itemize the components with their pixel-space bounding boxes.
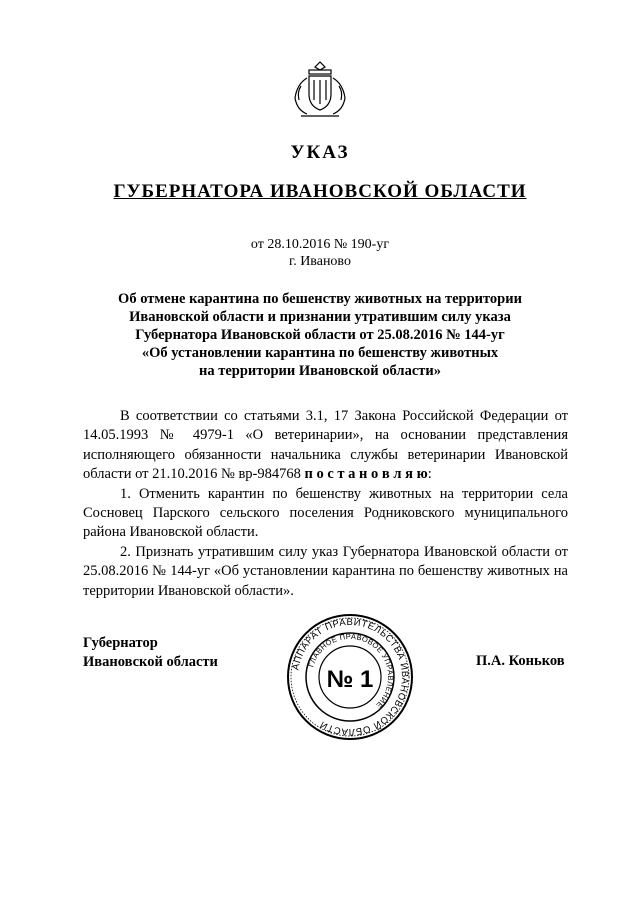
decree-item-1: 1. Отменить карантин по бешенству животных на территории села Сосновец Парского сельского поселения Родниковского муниципального района Ивановской области. [83,485,568,541]
heading-line: Ивановской области и признании утратившим силу указа [129,309,511,325]
coat-of-arms-icon [287,58,353,124]
signatory-name: П.А. Коньков [476,653,565,669]
seal-ring-text: АППАРАТ ПРАВИТЕЛЬСТВА ИВАНОВСКОЙ ОБЛАСТИ [290,616,411,738]
seal-inner-text: ГЛАВНОЕ ПРАВОВОЕ УПРАВЛЕНИЕ [306,631,396,711]
preamble-paragraph [83,407,568,485]
heading-line: на территории Ивановской области» [199,363,441,379]
document-body [83,407,568,601]
seal-number: № 1 [326,666,374,693]
decree-item-2: 2. Признать утратившим силу указ Губернатора Ивановской области от 25.08.2016 № 144-уг «Об установлении карантина по бешенству животных на территории Ивановской области». [83,543,568,599]
signatory-position-line-1: Губернатор [83,635,158,651]
document-title: УКАЗ [290,142,350,163]
heading-line: Губернатора Ивановской области от 25.08.2016 № 144-уг [135,327,505,343]
signatory-position-line-2: Ивановской области [83,654,218,670]
heading-line: Об отмене карантина по бешенству животных на территории [118,291,522,307]
document-heading [90,290,550,380]
document-issuer: ГУБЕРНАТОРА ИВАНОВСКОЙ ОБЛАСТИ [113,181,527,202]
decree-colon: : [427,466,432,483]
preamble-text: В соответствии со статьями 3.1, 17 Закона Российской Федерации от 14.05.1993 № 4979-1 «О ветеринарии», на основании представления исполняющего обязанности начальника службы ветеринарии Ивановской области от 21.10.2016 № вр-984768 [83,408,568,483]
document-city: г. Иваново [289,254,351,269]
official-seal-icon [285,612,415,742]
document-meta [0,236,640,270]
document-date-number: от 28.10.2016 № 190-уг [250,237,390,252]
decree-word: п о с т а н о в л я ю [304,466,428,483]
signatory-position [83,634,218,672]
heading-line: «Об установлении карантина по бешенству животных [141,345,499,361]
